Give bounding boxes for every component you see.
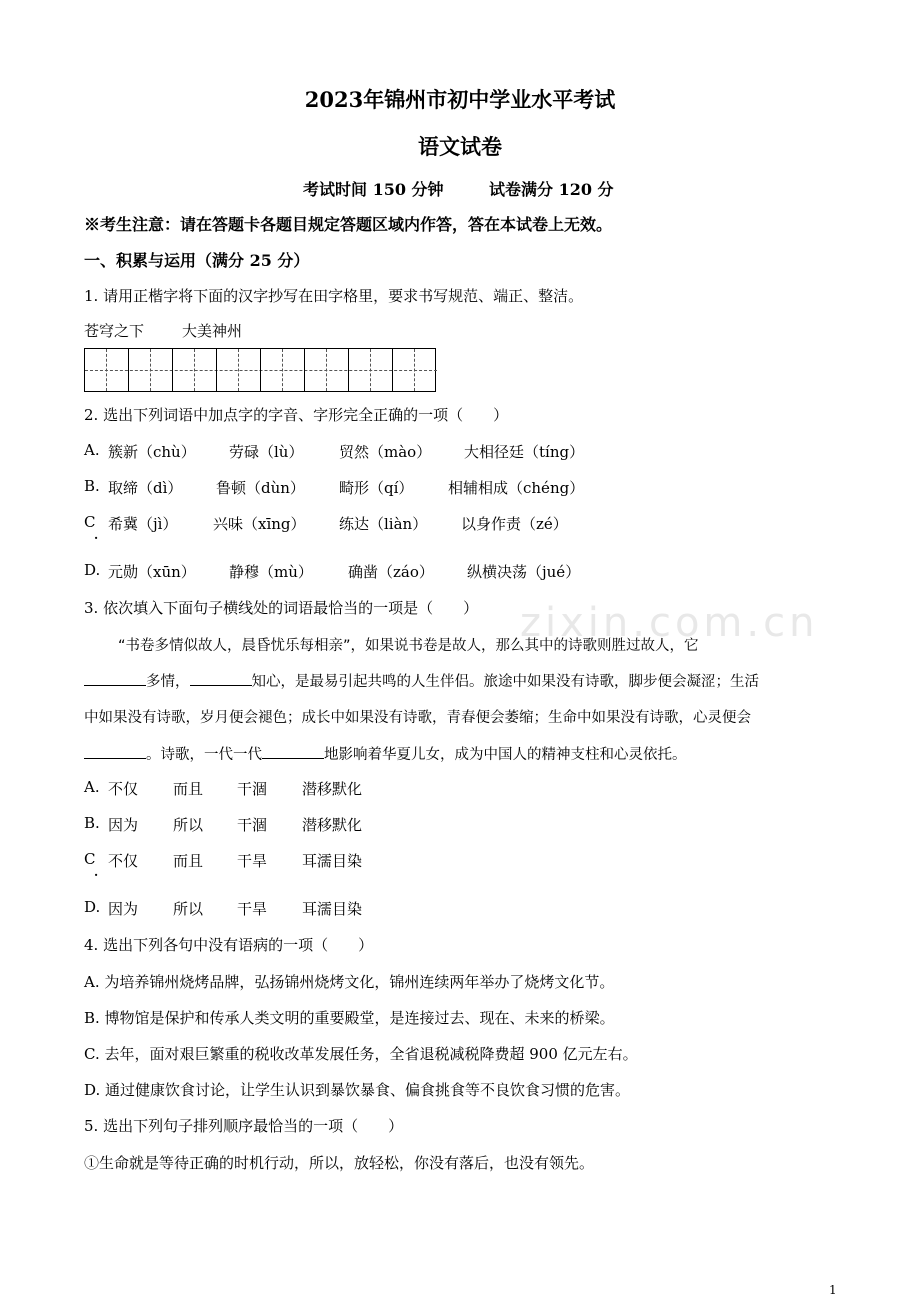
option-item: 簇新（chù） xyxy=(108,443,196,461)
q4-stem: 4. 选出下列各句中没有语病的一项（ ） xyxy=(84,936,374,954)
emphasis-dot: · xyxy=(94,531,99,545)
option-item: 练达（liàn） xyxy=(339,515,428,533)
option-item: 耳濡目染 xyxy=(302,900,363,918)
option-item: 不仅 xyxy=(108,852,139,870)
watermark: zixin.com.cn xyxy=(520,600,819,646)
q5-stem: 5. 选出下列句子排列顺序最恰当的一项（ ） xyxy=(84,1117,404,1135)
option-item: 而且 xyxy=(173,780,204,798)
option-item: 相辅相成（chéng） xyxy=(448,479,585,497)
option-item: 干涸 xyxy=(237,816,268,834)
option-item: 所以 xyxy=(173,900,204,918)
option-item: 干旱 xyxy=(237,852,268,870)
option-label: C xyxy=(84,513,96,531)
q3-passage-line-2 xyxy=(84,670,759,691)
option-label: B. xyxy=(84,477,100,495)
q4-option-d[interactable]: D. 通过健康饮食讨论，让学生认识到暴饮暴食、偏食挑食等不良饮食习惯的危害。 xyxy=(84,1081,631,1099)
q3-passage-line-1: “书卷多情似故人，晨昏忧乐每相亲”，如果说书卷是故人，那么其中的诗歌则胜过故人，它 xyxy=(118,638,699,654)
q2-stem: 2. 选出下列词语中加点字的字音、字形完全正确的一项（ ） xyxy=(84,406,509,424)
fill-blank-3[interactable] xyxy=(84,744,146,759)
option-item: 希冀（jì） xyxy=(108,515,178,533)
q3-passage-line-4 xyxy=(84,743,687,764)
grid-cell xyxy=(173,349,217,391)
option-item: 元勋（xūn） xyxy=(108,563,196,581)
option-item: 取缔（dì） xyxy=(108,479,183,497)
option-item: 兴味（xīng） xyxy=(213,515,306,533)
option-label: A. xyxy=(84,778,100,796)
q3-stem: 3. 依次填入下面句子横线处的词语最恰当的一项是（ ） xyxy=(84,599,479,617)
grid-cell xyxy=(349,349,393,391)
option-item: 贸然（mào） xyxy=(339,443,432,461)
grid-cell xyxy=(85,349,129,391)
option-item: 纵横决荡（jué） xyxy=(467,563,581,581)
option-label: D. xyxy=(84,561,101,579)
q4-option-b[interactable]: B. 博物馆是保护和传承人类文明的重要殿堂，是连接过去、现在、未来的桥梁。 xyxy=(84,1009,615,1027)
q1-phrase-1: 苍穹之下 xyxy=(84,322,145,340)
section-title: 一、积累与运用（满分 25 分） xyxy=(84,251,310,270)
option-label: C xyxy=(84,850,96,868)
option-item: 潜移默化 xyxy=(302,816,363,834)
q1-stem: 1. 请用正楷字将下面的汉字抄写在田字格里，要求书写规范、端正、整洁。 xyxy=(84,287,584,305)
option-label: B. xyxy=(84,814,100,832)
option-item: 干涸 xyxy=(237,780,268,798)
passage-text: 地影响着华夏儿女，成为中国人的精神支柱和心灵依托。 xyxy=(324,747,687,763)
grid-cell xyxy=(305,349,349,391)
exam-score: 试卷满分 120 分 xyxy=(489,180,614,199)
passage-text: 多情， xyxy=(146,674,190,690)
option-item: 静穆（mù） xyxy=(229,563,313,581)
option-item: 鲁顿（dùn） xyxy=(216,479,305,497)
option-item: 潜移默化 xyxy=(302,780,363,798)
fill-blank-4[interactable] xyxy=(262,744,324,759)
q5-sentence-1: ①生命就是等待正确的时机行动，所以，放轻松，你没有落后，也没有领先。 xyxy=(84,1154,595,1172)
option-label: A. xyxy=(84,441,100,459)
option-label: D. xyxy=(84,898,101,916)
grid-cell xyxy=(393,349,437,391)
option-item: 劳碌（lù） xyxy=(229,443,304,461)
exam-subject: 语文试卷 xyxy=(418,134,502,159)
option-item: 而且 xyxy=(173,852,204,870)
grid-cell xyxy=(217,349,261,391)
passage-text: 。诗歌，一代一代 xyxy=(146,747,262,763)
q4-option-a[interactable]: A. 为培养锦州烧烤品牌，弘扬锦州烧烤文化，锦州连续两年举办了烧烤文化节。 xyxy=(84,973,615,991)
exam-title: 2023年锦州市初中学业水平考试 xyxy=(304,87,616,112)
tianzige-grid[interactable] xyxy=(84,348,436,392)
q3-passage-line-3: 中如果没有诗歌，岁月便会褪色；成长中如果没有诗歌，青春便会萎缩；生命中如果没有诗歌，心灵便会 xyxy=(84,710,751,726)
grid-cell xyxy=(261,349,305,391)
exam-notice: ※考生注意：请在答题卡各题目规定答题区域内作答，答在本试卷上无效。 xyxy=(84,215,613,234)
option-item: 大相径廷（tíng） xyxy=(464,443,585,461)
option-item: 干旱 xyxy=(237,900,268,918)
q1-phrase-2: 大美神州 xyxy=(182,322,243,340)
exam-time: 考试时间 150 分钟 xyxy=(303,180,444,199)
emphasis-dot: · xyxy=(94,868,99,882)
option-item: 确凿（záo） xyxy=(348,563,434,581)
page-number: 1 xyxy=(829,1283,837,1297)
fill-blank-2[interactable] xyxy=(190,671,252,686)
grid-cell xyxy=(129,349,173,391)
fill-blank-1[interactable] xyxy=(84,671,146,686)
option-item: 不仅 xyxy=(108,780,139,798)
option-item: 耳濡目染 xyxy=(302,852,363,870)
option-item: 畸形（qí） xyxy=(339,479,414,497)
passage-text: 知心，是最易引起共鸣的人生伴侣。旅途中如果没有诗歌，脚步便会凝涩；生活 xyxy=(251,674,759,690)
q4-option-c[interactable]: C. 去年，面对艰巨繁重的税收改革发展任务，全省退税减税降费超 900 亿元左右。 xyxy=(84,1045,638,1063)
option-item: 因为 xyxy=(108,900,139,918)
option-item: 所以 xyxy=(173,816,204,834)
option-item: 以身作责（zé） xyxy=(461,515,568,533)
option-item: 因为 xyxy=(108,816,139,834)
